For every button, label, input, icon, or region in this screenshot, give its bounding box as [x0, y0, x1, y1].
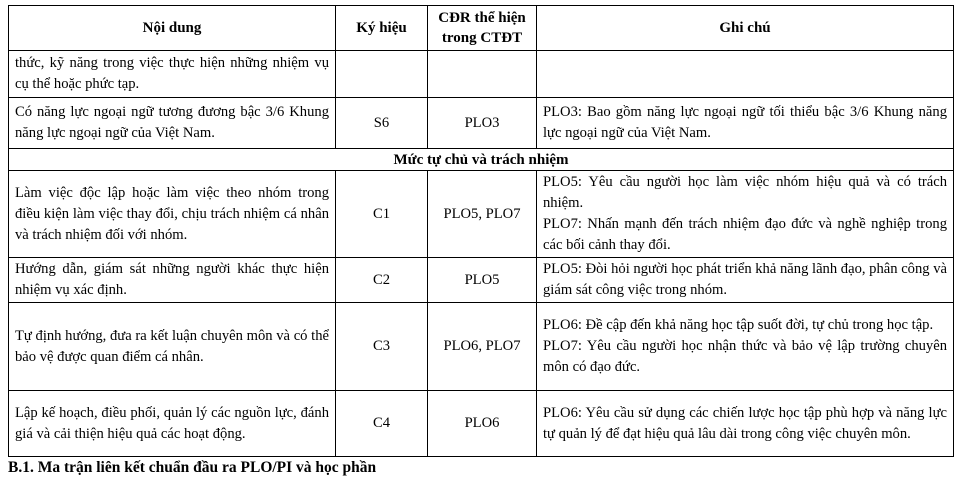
cell-noi-dung: thức, kỹ năng trong việc thực hiện những nhiệm vụ cụ thể hoặc phức tạp.	[9, 51, 336, 98]
header-ghi-chu: Ghi chú	[537, 6, 954, 51]
note-line: PLO7: Nhấn mạnh đến trách nhiệm đạo đức và nghề nghiệp trong các bối cảnh thay đổi.	[543, 216, 947, 253]
cell-cdr: PLO6, PLO7	[428, 303, 537, 391]
plo-mapping-table	[8, 5, 954, 457]
cell-cdr: PLO6	[428, 391, 537, 457]
cell-ghi-chu	[537, 51, 954, 98]
table-row	[9, 98, 954, 149]
cell-noi-dung: Lập kế hoạch, điều phối, quản lý các nguồn lực, đánh giá và cải thiện hiệu quả các hoạt động.	[9, 391, 336, 457]
header-cdr: CĐR thể hiện trong CTĐT	[428, 6, 537, 51]
cell-noi-dung: Tự định hướng, đưa ra kết luận chuyên môn và có thể bảo vệ được quan điểm cá nhân.	[9, 303, 336, 391]
cell-noi-dung: Có năng lực ngoại ngữ tương đương bậc 3/6 Khung năng lực ngoại ngữ của Việt Nam.	[9, 98, 336, 149]
cell-ky-hieu: S6	[336, 98, 428, 149]
note-line: PLO5: Yêu cầu người học làm việc nhóm hiệu quả và có trách nhiệm.	[543, 174, 947, 211]
table-row	[9, 171, 954, 258]
cell-cdr: PLO5, PLO7	[428, 171, 537, 258]
note-line: PLO7: Yêu cầu người học nhận thức và bảo vệ lập trường chuyên môn có đạo đức.	[543, 338, 947, 375]
cell-noi-dung: Hướng dẫn, giám sát những người khác thực hiện nhiệm vụ xác định.	[9, 258, 336, 303]
cell-ghi-chu	[537, 258, 954, 303]
cell-cdr: PLO5	[428, 258, 537, 303]
cell-ghi-chu	[537, 391, 954, 457]
table-caption: B.1. Ma trận liên kết chuẩn đầu ra PLO/PI và học phần	[8, 459, 377, 476]
cell-ky-hieu	[336, 51, 428, 98]
cell-ky-hieu: C3	[336, 303, 428, 391]
section-row	[9, 149, 954, 171]
table-row	[9, 391, 954, 457]
header-row	[9, 6, 954, 51]
note-line: PLO6: Đề cập đến khả năng học tập suốt đời, tự chủ trong học tập.	[543, 317, 934, 333]
cell-ghi-chu	[537, 98, 954, 149]
cell-ghi-chu	[537, 303, 954, 391]
cell-ky-hieu: C1	[336, 171, 428, 258]
table-row	[9, 303, 954, 391]
section-header: Mức tự chủ và trách nhiệm	[9, 149, 954, 171]
table-row	[9, 51, 954, 98]
cell-ky-hieu: C4	[336, 391, 428, 457]
table-row	[9, 258, 954, 303]
cell-cdr: PLO3	[428, 98, 537, 149]
note-line: PLO5: Đòi hỏi người học phát triển khả năng lãnh đạo, phân công và giám sát công việc trong nhóm.	[543, 261, 947, 298]
header-ky-hieu: Ký hiệu	[336, 6, 428, 51]
cell-ky-hieu: C2	[336, 258, 428, 303]
cell-cdr	[428, 51, 537, 98]
note-line: PLO3: Bao gồm năng lực ngoại ngữ tối thiểu bậc 3/6 Khung năng lực ngoại ngữ của Việt Nam.	[543, 104, 947, 141]
note-line: PLO6: Yêu cầu sử dụng các chiến lược học tập phù hợp và năng lực tự quản lý để đạt hiệu quả lâu dài trong công việc chuyên môn.	[543, 404, 947, 442]
cell-ghi-chu	[537, 171, 954, 258]
header-noi-dung: Nội dung	[9, 6, 336, 51]
cell-noi-dung: Làm việc độc lập hoặc làm việc theo nhóm trong điều kiện làm việc thay đổi, chịu trách nhiệm cá nhân và trách nhiệm đối với nhóm.	[9, 171, 336, 258]
